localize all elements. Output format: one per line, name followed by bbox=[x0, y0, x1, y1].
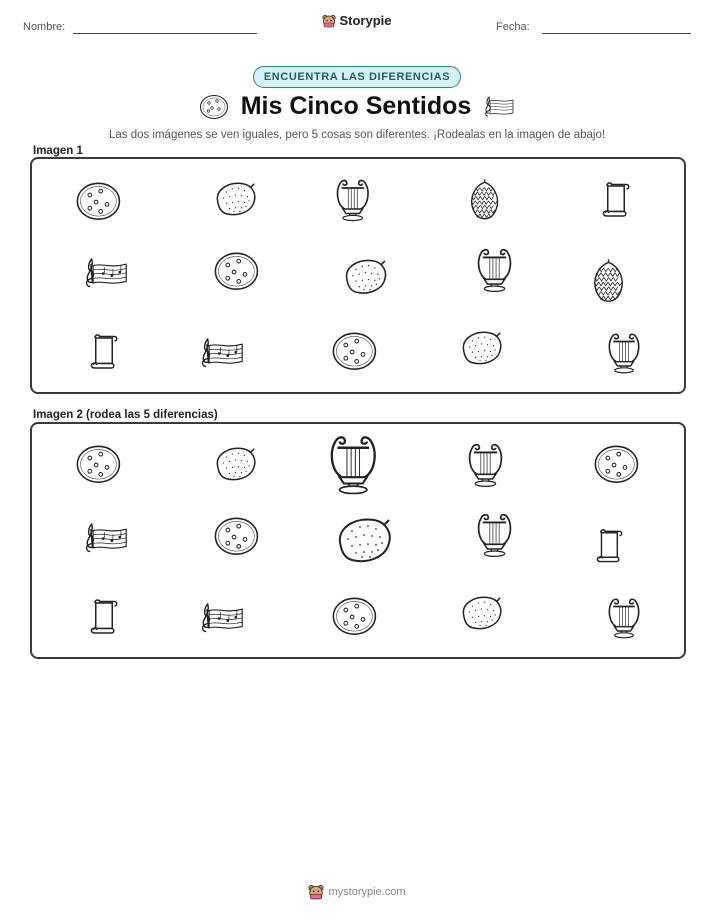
cookie-icon bbox=[331, 331, 378, 372]
lyre-icon[interactable] bbox=[327, 431, 380, 496]
lyre-icon[interactable] bbox=[606, 595, 642, 640]
cookie-icon bbox=[199, 94, 229, 120]
music-staff-icon bbox=[199, 337, 245, 369]
image1-panel bbox=[30, 157, 686, 394]
cookie-icon bbox=[213, 251, 260, 292]
date-line[interactable] bbox=[542, 33, 691, 34]
lyre-icon[interactable] bbox=[466, 440, 505, 488]
pinecone-icon bbox=[469, 178, 500, 220]
image1-label: Imagen 1 bbox=[33, 145, 83, 157]
pinecone-icon bbox=[592, 258, 625, 303]
footer bbox=[0, 884, 714, 903]
page-title-text: Mis Cinco Sentidos bbox=[240, 92, 472, 120]
lyre-icon bbox=[475, 245, 514, 293]
lyre-icon[interactable] bbox=[475, 510, 514, 558]
cookie-icon[interactable] bbox=[331, 596, 378, 637]
name-label: Nombre: bbox=[23, 21, 66, 33]
storypie-bear-icon bbox=[308, 884, 324, 900]
scroll-icon[interactable] bbox=[595, 527, 624, 563]
cookie-icon bbox=[75, 181, 122, 222]
lyre-icon bbox=[606, 330, 642, 375]
brand-logo bbox=[0, 13, 714, 31]
image2-panel[interactable] bbox=[30, 422, 686, 659]
image2-label: Imagen 2 (rodea las 5 diferencias) bbox=[33, 409, 218, 421]
scroll-icon[interactable] bbox=[89, 597, 119, 635]
lemon-icon[interactable] bbox=[334, 515, 394, 565]
lemon-icon[interactable] bbox=[459, 594, 504, 632]
worksheet-tag bbox=[0, 66, 714, 88]
scroll-icon bbox=[601, 180, 631, 218]
brand-name: Storypie bbox=[339, 13, 392, 28]
footer-site: mystorypie.com bbox=[328, 886, 406, 898]
music-staff-icon bbox=[483, 96, 515, 118]
cookie-icon[interactable] bbox=[213, 516, 260, 557]
scroll-icon bbox=[89, 332, 119, 370]
name-line[interactable] bbox=[73, 33, 257, 34]
worksheet-tag-text: ENCUENTRA LAS DIFERENCIAS bbox=[253, 66, 461, 88]
lemon-icon bbox=[342, 257, 389, 296]
cookie-icon[interactable] bbox=[75, 444, 122, 485]
page-title bbox=[0, 92, 714, 127]
lemon-icon bbox=[459, 329, 504, 367]
music-staff-icon[interactable] bbox=[199, 602, 245, 634]
date-label: Fecha: bbox=[496, 21, 530, 33]
cookie-icon[interactable] bbox=[593, 444, 640, 485]
music-staff-icon[interactable] bbox=[83, 522, 129, 554]
lyre-icon bbox=[334, 176, 372, 223]
lemon-icon bbox=[213, 180, 258, 218]
instructions: Las dos imágenes se ven iguales, pero 5 cosas son diferentes. ¡Rodealas en la imagen de abajo! bbox=[108, 129, 606, 141]
storypie-bear-icon bbox=[322, 14, 336, 28]
lemon-icon[interactable] bbox=[213, 445, 258, 483]
music-staff-icon bbox=[83, 257, 129, 289]
